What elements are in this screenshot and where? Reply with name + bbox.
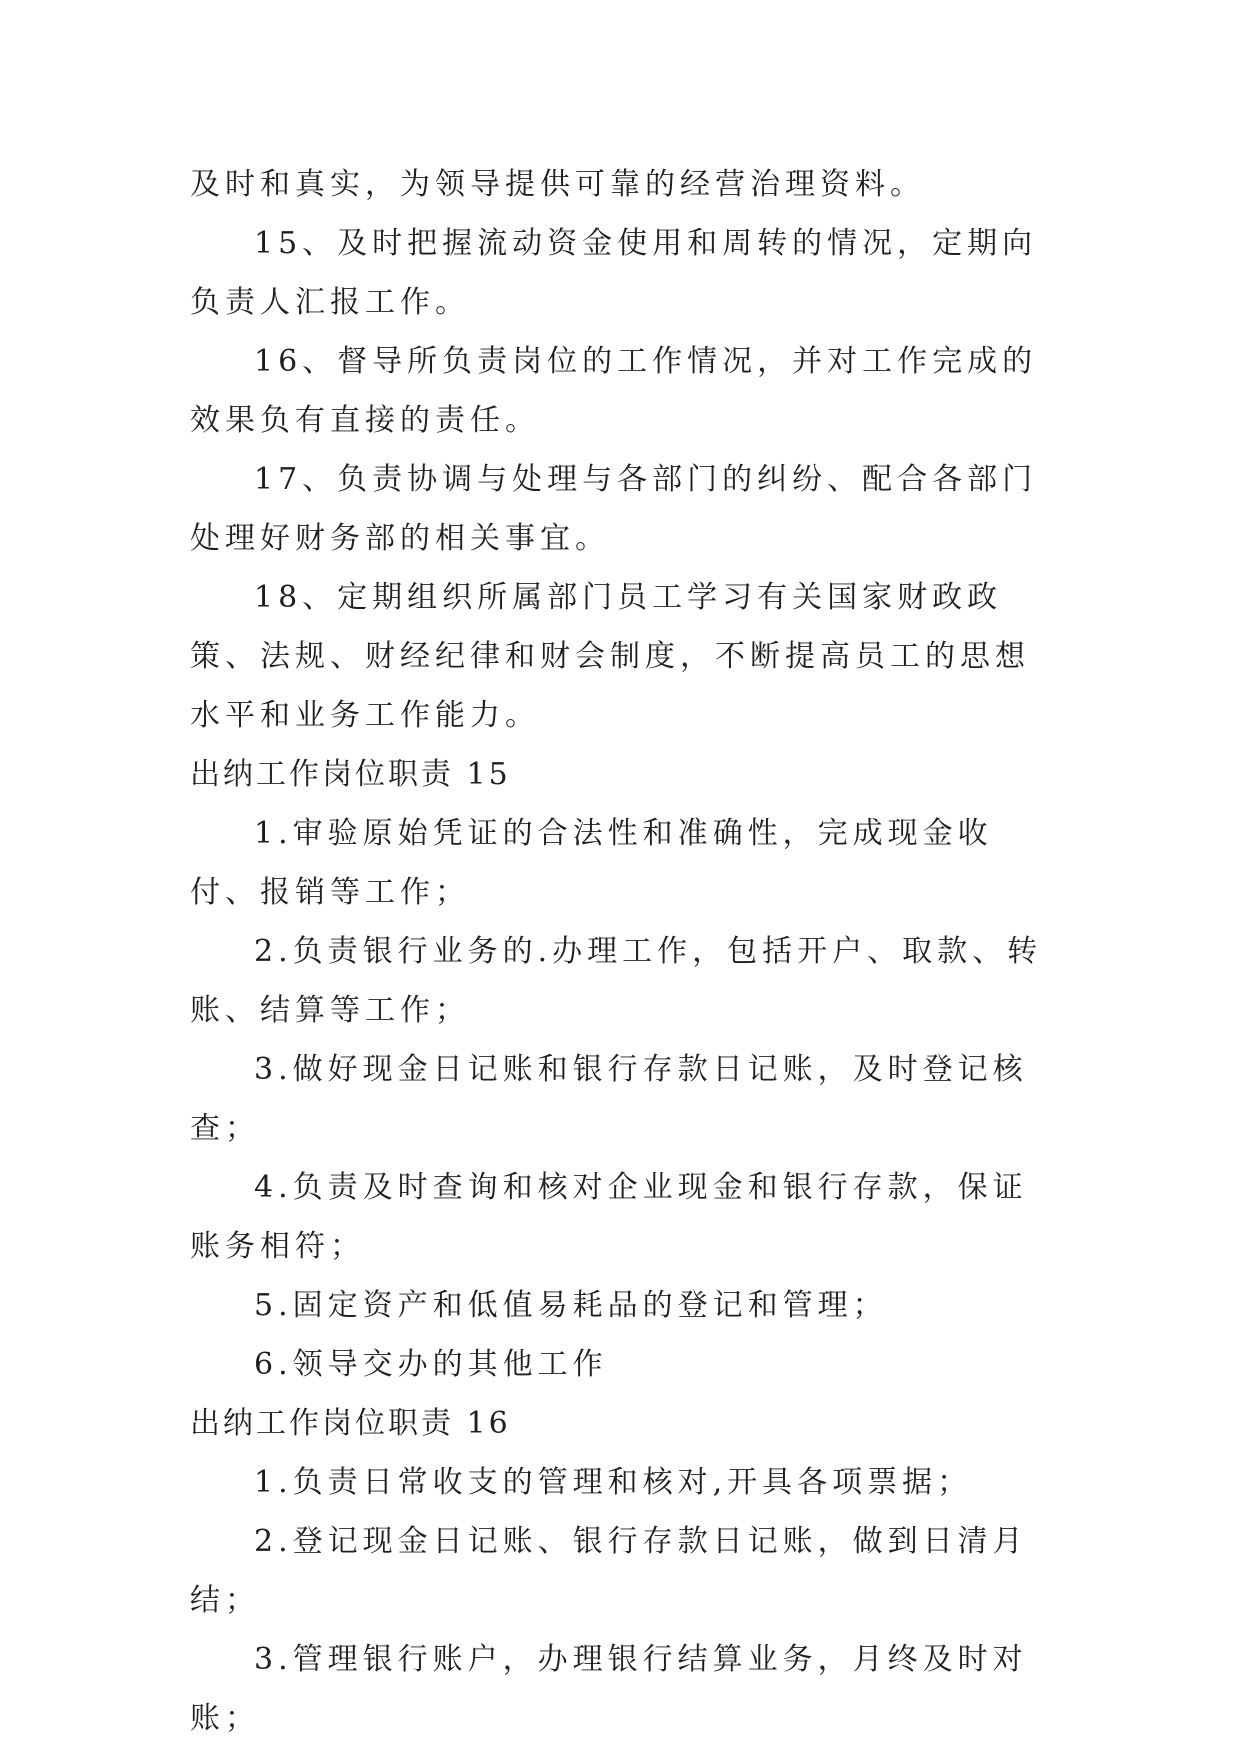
paragraph-continuation: 及时和真实，为领导提供可靠的经营治理资料。 xyxy=(190,167,925,202)
list-item: 6.领导交办的其他工作 xyxy=(254,1347,608,1382)
list-item: 5.固定资产和低值易耗品的登记和管理； xyxy=(254,1288,888,1323)
list-item: 2.负责银行业务的.办理工作，包括开户、取款、转账、结算等工作； xyxy=(190,934,1043,1028)
list-item: 3.做好现金日记账和银行存款日记账，及时登记核查； xyxy=(190,1052,1028,1146)
paragraph-item-15: 15、及时把握流动资金使用和周转的情况，定期向负责人汇报工作。 xyxy=(190,226,1038,320)
section-heading-16: 出纳工作岗位职责 16 xyxy=(190,1406,511,1441)
list-item: 2.登记现金日记账、银行存款日记账，做到日清月结； xyxy=(190,1524,1028,1618)
paragraph-item-17: 17、负责协调与处理与各部门的纠纷、配合各部门处理好财务部的相关事宜。 xyxy=(190,462,1038,556)
section-heading-15: 出纳工作岗位职责 15 xyxy=(190,757,511,792)
list-item: 1.审验原始凭证的合法性和准确性，完成现金收付、报销等工作； xyxy=(190,816,993,910)
list-item: 1.负责日常收支的管理和核对,开具各项票据； xyxy=(254,1465,973,1500)
paragraph-item-16: 16、督导所负责岗位的工作情况，并对工作完成的效果负有直接的责任。 xyxy=(190,344,1038,438)
paragraph-item-18: 18、定期组织所属部门员工学习有关国家财政政策、法规、财经纪律和财会制度，不断提高员工的思想水平和业务工作能力。 xyxy=(190,580,1030,733)
document-body xyxy=(190,155,1050,1748)
list-item: 3.管理银行账户，办理银行结算业务，月终及时对账； xyxy=(190,1642,1028,1736)
list-item: 4.负责及时查询和核对企业现金和银行存款，保证账务相符； xyxy=(190,1170,1028,1264)
